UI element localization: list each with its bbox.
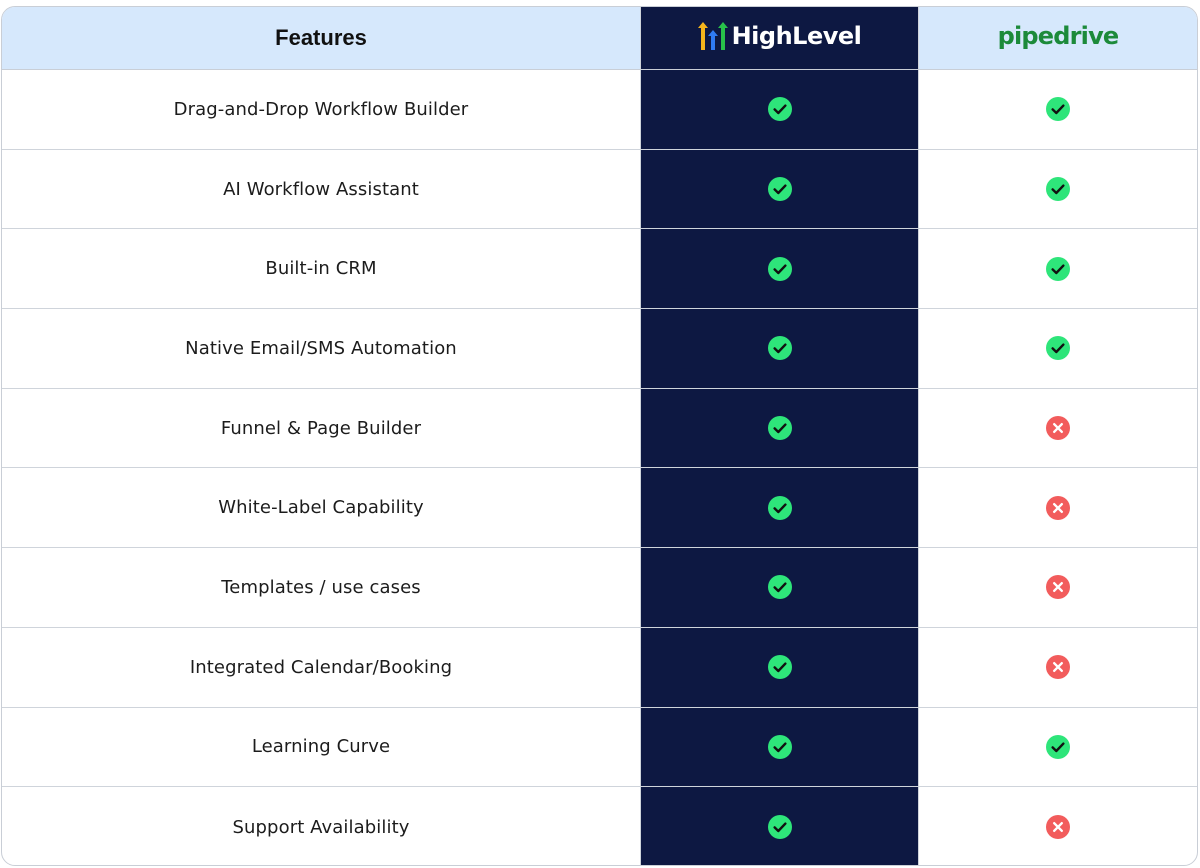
highlevel-cell [641, 70, 919, 149]
feature-label: Funnel & Page Builder [220, 417, 422, 439]
pipedrive-cell [919, 628, 1197, 707]
pipedrive-cell [919, 229, 1197, 308]
pipedrive-cell [919, 548, 1197, 627]
features-header-cell [2, 7, 641, 69]
check-icon [768, 177, 792, 201]
highlevel-logo [698, 22, 862, 50]
highlevel-cell [641, 708, 919, 787]
table-row [2, 548, 1197, 628]
feature-label: White-Label Capability [218, 497, 424, 519]
feature-label: Drag-and-Drop Workflow Builder [173, 98, 469, 120]
table-row [2, 70, 1197, 150]
table-row [2, 468, 1197, 548]
feature-cell [2, 468, 641, 547]
pipedrive-cell [919, 787, 1197, 866]
comparison-table [1, 6, 1198, 866]
table-row [2, 150, 1197, 230]
highlevel-header-cell [641, 7, 919, 69]
pipedrive-header-cell [919, 7, 1197, 69]
table-row [2, 389, 1197, 469]
highlevel-cell [641, 468, 919, 547]
feature-label: Support Availability [232, 816, 410, 838]
table-header [2, 7, 1197, 70]
check-icon [1046, 336, 1070, 360]
highlevel-cell [641, 628, 919, 707]
check-icon [1046, 97, 1070, 121]
table-body [2, 70, 1197, 866]
highlevel-cell [641, 150, 919, 229]
feature-label: Templates / use cases [221, 576, 421, 598]
highlevel-cell [641, 309, 919, 388]
check-icon [768, 735, 792, 759]
check-icon [768, 257, 792, 281]
highlevel-header-label: HighLevel [731, 22, 862, 50]
feature-cell [2, 628, 641, 707]
table-row [2, 628, 1197, 708]
pipedrive-cell [919, 70, 1197, 149]
table-row [2, 708, 1197, 788]
check-icon [768, 496, 792, 520]
feature-cell [2, 229, 641, 308]
highlevel-cell [641, 389, 919, 468]
check-icon [768, 416, 792, 440]
pipedrive-cell [919, 389, 1197, 468]
features-header-label: Features [275, 25, 367, 50]
table-row [2, 229, 1197, 309]
check-icon [768, 575, 792, 599]
highlevel-cell [641, 787, 919, 866]
pipedrive-cell [919, 468, 1197, 547]
check-icon [768, 655, 792, 679]
cross-icon [1046, 575, 1070, 599]
table-row [2, 787, 1197, 866]
cross-icon [1046, 655, 1070, 679]
check-icon [768, 815, 792, 839]
highlevel-cell [641, 229, 919, 308]
check-icon [768, 97, 792, 121]
check-icon [768, 336, 792, 360]
feature-cell [2, 309, 641, 388]
highlevel-arrows-icon [698, 22, 728, 50]
feature-cell [2, 708, 641, 787]
check-icon [1046, 735, 1070, 759]
cross-icon [1046, 815, 1070, 839]
feature-cell [2, 548, 641, 627]
pipedrive-cell [919, 150, 1197, 229]
feature-cell [2, 389, 641, 468]
feature-label: Learning Curve [251, 736, 391, 758]
feature-label: Built-in CRM [265, 258, 377, 280]
feature-cell [2, 150, 641, 229]
feature-label: Native Email/SMS Automation [185, 337, 457, 359]
pipedrive-cell [919, 309, 1197, 388]
check-icon [1046, 257, 1070, 281]
highlevel-cell [641, 548, 919, 627]
feature-label: Integrated Calendar/Booking [189, 656, 453, 678]
check-icon [1046, 177, 1070, 201]
cross-icon [1046, 416, 1070, 440]
cross-icon [1046, 496, 1070, 520]
feature-cell [2, 70, 641, 149]
table-row [2, 309, 1197, 389]
pipedrive-logo: pipedrive [997, 22, 1119, 50]
feature-label: AI Workflow Assistant [223, 178, 419, 200]
pipedrive-cell [919, 708, 1197, 787]
feature-cell [2, 787, 641, 866]
